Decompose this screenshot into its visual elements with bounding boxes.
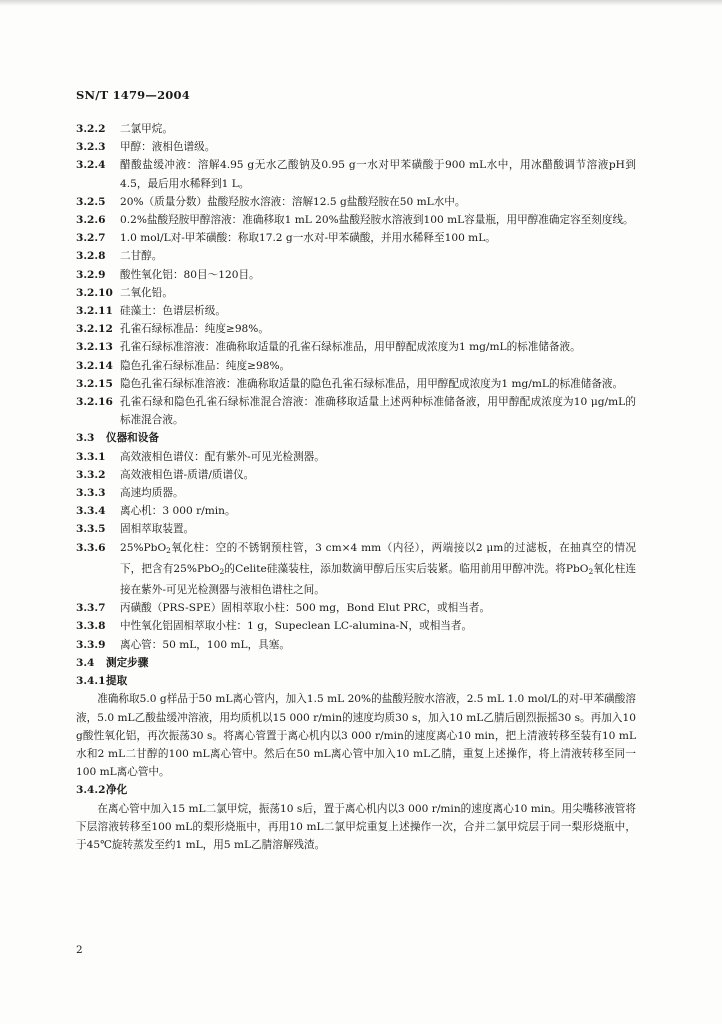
clause-number: 3.2.4 [76, 159, 106, 172]
clause-text-part: 氧化柱连接在紫外-可见光检测器与液相色谱柱之间。 [120, 562, 637, 597]
clause-3-2-7 [76, 229, 636, 247]
clause-3-3-4 [76, 502, 636, 520]
clause-number: 3.2.16 [76, 396, 113, 409]
clause-number: 3.2.2 [76, 123, 106, 135]
clause-3-2-12 [76, 320, 636, 338]
clause-text: 固相萃取装置。 [120, 523, 195, 536]
clause-text: 丙磺酸（PRS-SPE）固相萃取小柱：500 mg，Bond Elut PRC，或相当者。 [120, 602, 491, 615]
clause-3-2-15 [76, 375, 636, 393]
clause-3-3-8 [76, 617, 636, 635]
clause-3-2-16 [76, 393, 636, 429]
clause-text: 0.2%盐酸羟胺甲醇溶液：准确移取1 mL 20%盐酸羟胺水溶液到100 mL容量瓶，用甲醇准确定容至刻度线。 [120, 214, 634, 227]
clause-text: 二氧化铅。 [120, 286, 173, 299]
clause-number: 3.2.8 [76, 250, 106, 263]
scan-edge [0, 0, 722, 6]
clause-number: 3.2.9 [76, 268, 106, 281]
clause-text: 中性氧化铝固相萃取小柱：1 g，Supeclean LC-alumina-N，或相当者。 [120, 620, 473, 633]
clause-3-2-4 [76, 156, 636, 192]
clause-3-3-6 [76, 539, 636, 600]
clause-number: 3.3.1 [76, 450, 106, 463]
subscript: 2 [219, 566, 225, 576]
page-number: 2 [76, 944, 83, 956]
clause-3-3-2 [76, 466, 636, 484]
clause-text: 1.0 mol/L对-甲苯磺酸：称取17.2 g一水对-甲苯磺酸，并用水稀释至100 mL。 [120, 232, 496, 245]
clause-text: 20%（质量分数）盐酸羟胺水溶液：溶解12.5 g盐酸羟胺在50 mL水中。 [120, 195, 466, 208]
extraction-paragraph: 准确称取5.0 g样品于50 mL离心管内，加入1.5 mL 20%的盐酸羟胺水溶液，2.5 mL 1.0 mol/L的对-甲苯磺酸溶液，5.0 mL乙酸盐缓冲溶液，用均质机以15 000 r/min的速度均质30 s，加入10 mL乙腈后剧烈振摇30 s。再加入10 g酸性氧化铝，再次振荡30 s。将离心管置于离心机内以3 000 r/min的速度离心10 min，把上清液转移至装有10 mL水和2 mL二甘醇的100 mL离心管中。然后在50 mL离心管中加入10 mL乙腈，重复上述操作，将上清液转移至同一100 mL离心管中。 [76, 693, 636, 779]
clause-3-2-13 [76, 338, 636, 356]
subsection-number: 3.4.1 [76, 675, 106, 688]
clause-text: 离心管：50 mL，100 mL，具塞。 [120, 638, 290, 651]
subsection-title: 净化 [106, 784, 128, 797]
clause-text: 隐色孔雀石绿标准品：纯度≥98%。 [120, 359, 291, 372]
subsection-title: 提取 [106, 675, 128, 688]
clause-3-2-14 [76, 357, 636, 375]
clause-3-3-3 [76, 484, 636, 502]
clause-number: 3.2.13 [76, 341, 113, 354]
clause-number: 3.3.7 [76, 602, 106, 615]
clause-number: 3.3.3 [76, 487, 106, 500]
clause-text [120, 539, 636, 600]
clause-number: 3.3.6 [76, 541, 106, 554]
clause-3-3-1 [76, 448, 636, 466]
clause-text: 高效液相色谱-质谱/质谱仪。 [120, 468, 255, 481]
clause-text: 孔雀石绿标准品：纯度≥98%。 [120, 323, 269, 336]
subsection-3-4-1-heading [76, 672, 636, 690]
clause-3-2-11 [76, 302, 636, 320]
clause-number: 3.2.11 [76, 305, 113, 318]
clause-number: 3.3.2 [76, 468, 106, 481]
clause-3-3-7 [76, 599, 636, 617]
clause-text: 孔雀石绿标准溶液：准确称取适量的孔雀石绿标准品，用甲醇配成浓度为1 mg/mL的标准储备液。 [120, 341, 581, 354]
clause-text: 孔雀石绿和隐色孔雀石绿标准混合溶液：准确移取适量上述两种标准储备液，用甲醇配成浓度为10 μg/mL的标准混合液。 [120, 396, 636, 427]
clause-number: 3.2.14 [76, 359, 113, 372]
clause-number: 3.3.8 [76, 620, 106, 633]
clause-text: 高效液相色谱仪：配有紫外-可见光检测器。 [120, 450, 325, 463]
subsection-3-4-2-heading [76, 781, 636, 799]
clause-number: 3.3.5 [76, 523, 106, 536]
clause-number: 3.2.6 [76, 214, 106, 227]
section-3-4-heading [76, 654, 636, 672]
subscript: 2 [166, 545, 171, 555]
clause-text: 酸性氧化铝：80目～120目。 [120, 268, 260, 281]
clause-3-2-9 [76, 266, 636, 284]
clause-text-part: 25%PbO [120, 541, 167, 554]
clause-3-2-8 [76, 247, 636, 265]
clause-text: 二氯甲烷。 [120, 123, 173, 135]
clause-text: 硅藻土：色谱层析级。 [120, 305, 226, 318]
clause-3-2-5 [76, 193, 636, 211]
clause-number: 3.3.4 [76, 505, 106, 518]
clause-text: 二甘醇。 [120, 250, 163, 263]
clause-3-2-6 [76, 211, 636, 229]
clause-3-2-10 [76, 284, 636, 302]
clause-text-part: 的Celite硅藻装柱，添加数滴甲醇后压实后装紧。临用前用甲醇冲洗。将PbO [224, 562, 589, 575]
clause-number: 3.2.7 [76, 232, 106, 245]
cleanup-paragraph: 在离心管中加入15 mL二氯甲烷，振荡10 s后，置于离心机内以3 000 r/min的速度离心10 min。用尖嘴移液管将下层溶液转移至100 mL的梨形烧瓶中，再用10 mL二氯甲烷重复上述操作一次，合并二氯甲烷层于同一梨形烧瓶中，于45℃旋转蒸发至约1 mL，用5 mL乙腈溶解残渣。 [76, 802, 636, 851]
clause-number: 3.3.9 [76, 638, 106, 651]
clause-text: 隐色孔雀石绿标准溶液：准确称取适量的隐色孔雀石绿标准品，用甲醇配成浓度为1 mg/mL的标准储备液。 [120, 377, 624, 390]
clause-text: 醋酸盐缓冲液：溶解4.95 g无水乙酸钠及0.95 g一水对甲苯磺酸于900 mL水中，用冰醋酸调节溶液pH到4.5，最后用水稀释到1 L。 [120, 159, 636, 190]
clause-number: 3.2.12 [76, 323, 113, 336]
clause-number: 3.2.3 [76, 141, 106, 154]
section-title: 测定步骤 [106, 656, 149, 669]
clause-3-2-3 [76, 138, 636, 156]
section-title: 仪器和设备 [106, 432, 159, 445]
clause-text-part: 氧化柱：空的不锈钢预柱管，3 cm×4 mm（内径），两端接以2 μm的过滤板，在抽真空的情况下，把含有25%PbO [120, 541, 636, 575]
clause-number: 3.2.5 [76, 195, 106, 208]
section-number: 3.4 [76, 656, 95, 669]
clause-text: 甲醇：液相色谱级。 [120, 141, 216, 154]
clause-number: 3.2.10 [76, 286, 113, 299]
clause-text: 离心机：3 000 r/min。 [120, 505, 236, 518]
clause-3-2-2 [76, 120, 636, 138]
clause-number: 3.2.15 [76, 377, 113, 390]
standard-code-header: SN/T 1479—2004 [76, 88, 190, 102]
clause-3-3-5 [76, 520, 636, 538]
clause-3-3-9 [76, 636, 636, 654]
section-3-3-heading [76, 429, 636, 447]
clause-text: 高速均质器。 [120, 487, 184, 500]
section-number: 3.3 [76, 432, 95, 445]
subsection-number: 3.4.2 [76, 784, 106, 797]
subscript: 2 [588, 566, 594, 576]
document-body [76, 120, 636, 854]
